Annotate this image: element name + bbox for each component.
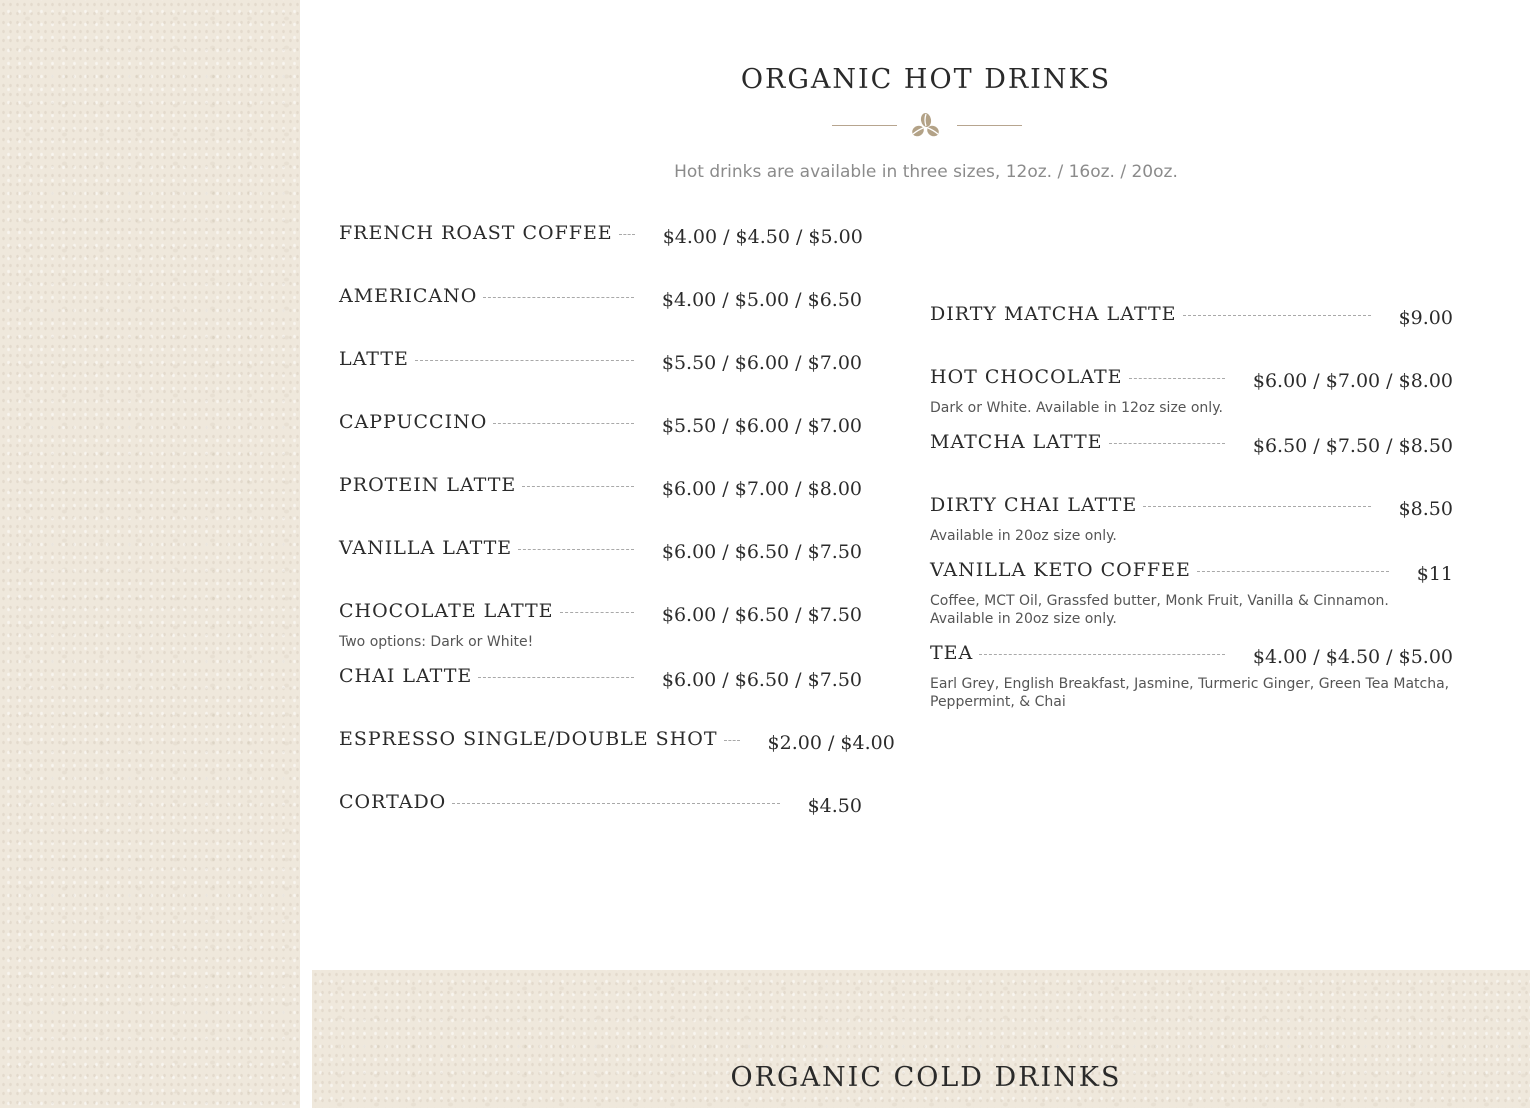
menu-item-row [339, 791, 862, 822]
menu-item-row [930, 431, 1453, 462]
menu-item-price: $6.00 / $6.50 / $7.50 [661, 604, 862, 626]
dotted-leader [619, 234, 635, 235]
divider-line-left [832, 125, 897, 126]
dotted-leader [452, 803, 779, 804]
menu-item-price: $6.00 / $6.50 / $7.50 [661, 669, 862, 691]
menu-item-row [339, 474, 862, 505]
menu-item-description: Coffee, MCT Oil, Grassfed butter, Monk Fruit, Vanilla & Cinnamon. Available in 20oz size only. [930, 593, 1389, 627]
menu-item-name: AMERICANO [339, 285, 478, 307]
menu-item-description: Dark or White. Available in 12oz size only. [930, 400, 1223, 416]
menu-item [339, 728, 895, 759]
menu-item-name: DIRTY MATCHA LATTE [930, 303, 1177, 325]
menu-item-row [930, 303, 1453, 334]
menu-item-row [930, 642, 1453, 673]
menu-item-price: $5.50 / $6.00 / $7.00 [661, 352, 862, 374]
menu-item-price: $6.00 / $7.00 / $8.00 [661, 478, 862, 500]
menu-item-row [930, 559, 1453, 590]
menu-item-price: $6.00 / $7.00 / $8.00 [1252, 370, 1453, 392]
menu-item [930, 431, 1453, 462]
dotted-leader [1143, 506, 1370, 507]
menu-item-name: LATTE [339, 348, 409, 370]
menu-item-price: $4.00 / $5.00 / $6.50 [661, 289, 862, 311]
menu-item-row [930, 494, 1453, 525]
menu-item [339, 474, 862, 505]
dotted-leader [1129, 378, 1225, 379]
menu-item [339, 791, 862, 822]
hot-drinks-title: ORGANIC HOT DRINKS [740, 64, 1112, 95]
menu-item [339, 600, 862, 651]
menu-item [930, 642, 1453, 711]
dotted-leader [979, 654, 1225, 655]
dotted-leader [518, 549, 634, 550]
menu-item [930, 366, 1453, 417]
menu-item-row [339, 665, 862, 696]
menu-item-name: CHOCOLATE LATTE [339, 600, 554, 622]
cold-drinks-section [312, 970, 1530, 1108]
menu-item-price: $6.50 / $7.50 / $8.50 [1252, 435, 1453, 457]
hot-drinks-section [300, 0, 1530, 970]
menu-item-row [930, 366, 1453, 397]
menu-item-name: MATCHA LATTE [930, 431, 1103, 453]
menu-item-row [339, 411, 862, 442]
menu-item-row [339, 285, 862, 316]
menu-item-row [339, 222, 862, 253]
menu-item-name: FRENCH ROAST COFFEE [339, 222, 613, 244]
menu-item-row [339, 728, 895, 759]
menu-item-name: CHAI LATTE [339, 665, 473, 687]
menu-item-description: Two options: Dark or White! [339, 634, 534, 650]
menu-item-name: TEA [930, 642, 974, 664]
divider-line-right [957, 125, 1022, 126]
dotted-leader [1109, 443, 1225, 444]
menu-item [339, 665, 862, 696]
menu-item-price: $6.00 / $6.50 / $7.50 [661, 541, 862, 563]
menu-item [930, 494, 1453, 545]
menu-item-name: CAPPUCCINO [339, 411, 488, 433]
menu-item [930, 559, 1453, 628]
title-divider [832, 110, 1022, 142]
menu-item [339, 285, 862, 316]
menu-item-price: $4.00 / $4.50 / $5.00 [1252, 646, 1453, 668]
menu-column-left [339, 222, 895, 854]
menu-item-name: DIRTY CHAI LATTE [930, 494, 1138, 516]
menu-item-description: Available in 20oz size only. [930, 528, 1117, 544]
dotted-leader [478, 677, 634, 678]
menu-item [339, 222, 862, 253]
left-paper-panel [0, 0, 300, 1108]
menu-item-name: VANILLA LATTE [339, 537, 513, 559]
menu-item-row [339, 537, 862, 568]
dotted-leader [560, 612, 634, 613]
menu-item-name: PROTEIN LATTE [339, 474, 517, 496]
menu-item-row [339, 348, 862, 379]
menu-item-description: Earl Grey, English Breakfast, Jasmine, Turmeric Ginger, Green Tea Matcha, Peppermint, & Chai [930, 676, 1450, 710]
menu-item-price: $4.50 [807, 795, 862, 817]
menu-item-name: HOT CHOCOLATE [930, 366, 1123, 388]
menu-item-price: $9.00 [1398, 307, 1453, 329]
menu-item-name: CORTADO [339, 791, 447, 813]
dotted-leader [483, 297, 634, 298]
menu-item-price: $5.50 / $6.00 / $7.00 [661, 415, 862, 437]
menu-item [930, 303, 1453, 334]
menu-item [339, 537, 862, 568]
cold-drinks-title: ORGANIC COLD DRINKS [730, 1062, 1122, 1093]
menu-item-price: $8.50 [1398, 498, 1453, 520]
menu-item-row [339, 600, 862, 631]
dotted-leader [1183, 315, 1371, 316]
menu-item-price: $11 [1416, 563, 1453, 585]
menu-item-price: $2.00 / $4.00 [767, 732, 895, 754]
menu-item-price: $4.00 / $4.50 / $5.00 [662, 226, 863, 248]
dotted-leader [724, 740, 740, 741]
hot-drinks-subtitle: Hot drinks are available in three sizes, 12oz. / 16oz. / 20oz. [674, 162, 1178, 182]
menu-item-name: ESPRESSO SINGLE/DOUBLE SHOT [339, 728, 718, 750]
menu-column-right [930, 303, 1453, 725]
dotted-leader [415, 360, 634, 361]
menu-item-name: VANILLA KETO COFFEE [930, 559, 1191, 581]
menu-item [339, 411, 862, 442]
dotted-leader [522, 486, 634, 487]
menu-item [339, 348, 862, 379]
dotted-leader [1197, 571, 1389, 572]
dotted-leader [493, 423, 634, 424]
coffee-beans-icon [910, 112, 942, 140]
